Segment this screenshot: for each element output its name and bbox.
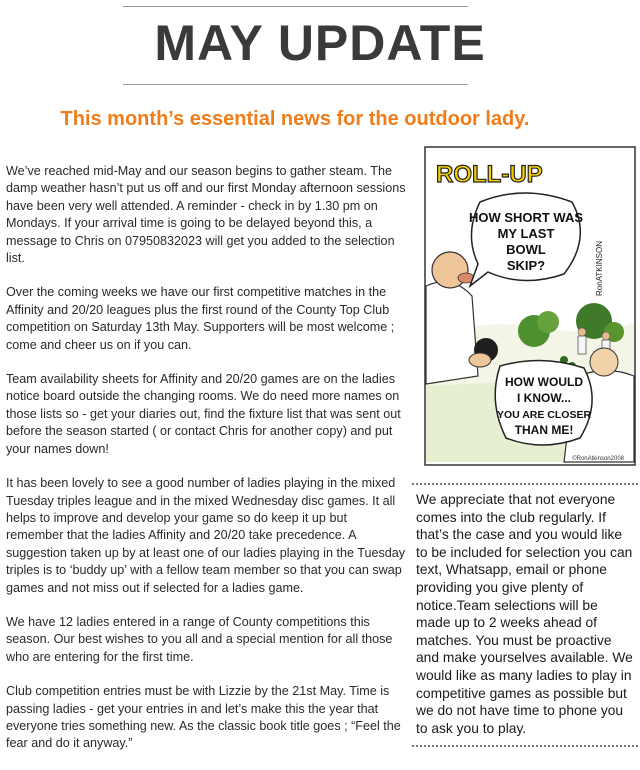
selection-note-text: We appreciate that not everyone comes into the club regularly. If that’s the case and you would like to be included for selection you can text, Whatsapp, email or phone providing you give plenty of notice.Team selections will be made up to 2 weeks ahead of matches. You must be proactive and make yourselves available. We would like as many ladies to play in competitive games as possible but we do not have time to phone you to ask you to play. bbox=[416, 492, 633, 736]
artist-signature: RonATKINSON bbox=[595, 241, 604, 296]
top-rule bbox=[123, 6, 468, 7]
bubble-top-line: BOWL bbox=[506, 242, 546, 257]
page-subtitle: This month’s essential news for the outdoor lady. bbox=[60, 108, 530, 130]
cartoon-logo: ROLL-UP bbox=[436, 161, 543, 188]
title-bottom-rule bbox=[123, 84, 468, 85]
roll-up-cartoon bbox=[424, 146, 636, 466]
page-title: MAY UPDATE bbox=[154, 15, 486, 71]
paragraph-intro: We’ve reached mid-May and our season begins to gather steam. The damp weather hasn’t put us off and our first Monday afternoon sessions have been very well attended. A reminder - check in by 1.30 pm on Mondays. If your arrival time is going to be delayed beyond this, a message to Chris on 07950832023 will get you added to the selection list. bbox=[6, 164, 406, 266]
paragraph-matches: Over the coming weeks we have our first competitive matches in the Affinity and 20/20 leagues plus the first round of the County Top Club competition on Saturday 13th May. Supporters will be most welcome ; come and cheer us on if you can. bbox=[6, 285, 395, 352]
paragraph-county: We have 12 ladies entered in a range of County competitions this season. Our best wishes to you all and a special mention for all those who are entering for the first time. bbox=[6, 614, 393, 664]
bubble-bottom-line: THAN ME! bbox=[514, 423, 574, 437]
bubble-top-line: SKIP? bbox=[506, 258, 546, 273]
article-body bbox=[6, 163, 406, 770]
paragraph-availability: Team availability sheets for Affinity and 20/20 games are on the ladies notice board outside the changing rooms. We do need more names on those lists so - get your diaries out, find the fixture list that was sent out before the season started ( or contact Chris for another copy) and put your names down! bbox=[6, 372, 401, 456]
bubble-top-line: MY LAST bbox=[497, 226, 555, 241]
cartoon-copyright: ©RonAtkinson2008 bbox=[572, 456, 624, 462]
bubble-top-line: HOW SHORT WAS bbox=[468, 210, 584, 225]
bubble-bottom-line: YOU ARE CLOSER bbox=[496, 409, 592, 421]
bubble-bottom-line: HOW WOULD bbox=[505, 375, 583, 389]
selection-note-box bbox=[412, 483, 638, 747]
bubble-bottom-line: I KNOW... bbox=[517, 391, 571, 405]
note-bottom-divider bbox=[412, 745, 638, 747]
paragraph-mixed-leagues: It has been lovely to see a good number of ladies playing in the mixed Tuesday triples league and in the mixed Wednesday disc games. It all helps to improve and develop your game so do keep it up but remember that the ladies Affinity and 20/20 take precedence. A suggestion taken up by at least one of our ladies playing in the Tuesday triples is to ‘buddy up’ with a fellow team member so that you can swap games and not miss out if selected for a ladies game. bbox=[6, 476, 406, 595]
paragraph-club-entries: Club competition entries must be with Lizzie by the 21st May. Time is passing ladies - get your entries in and let’s make this the year that everyone tries something new. As the classic book title goes ; “Feel the fear and do it anyway.” bbox=[6, 684, 401, 751]
